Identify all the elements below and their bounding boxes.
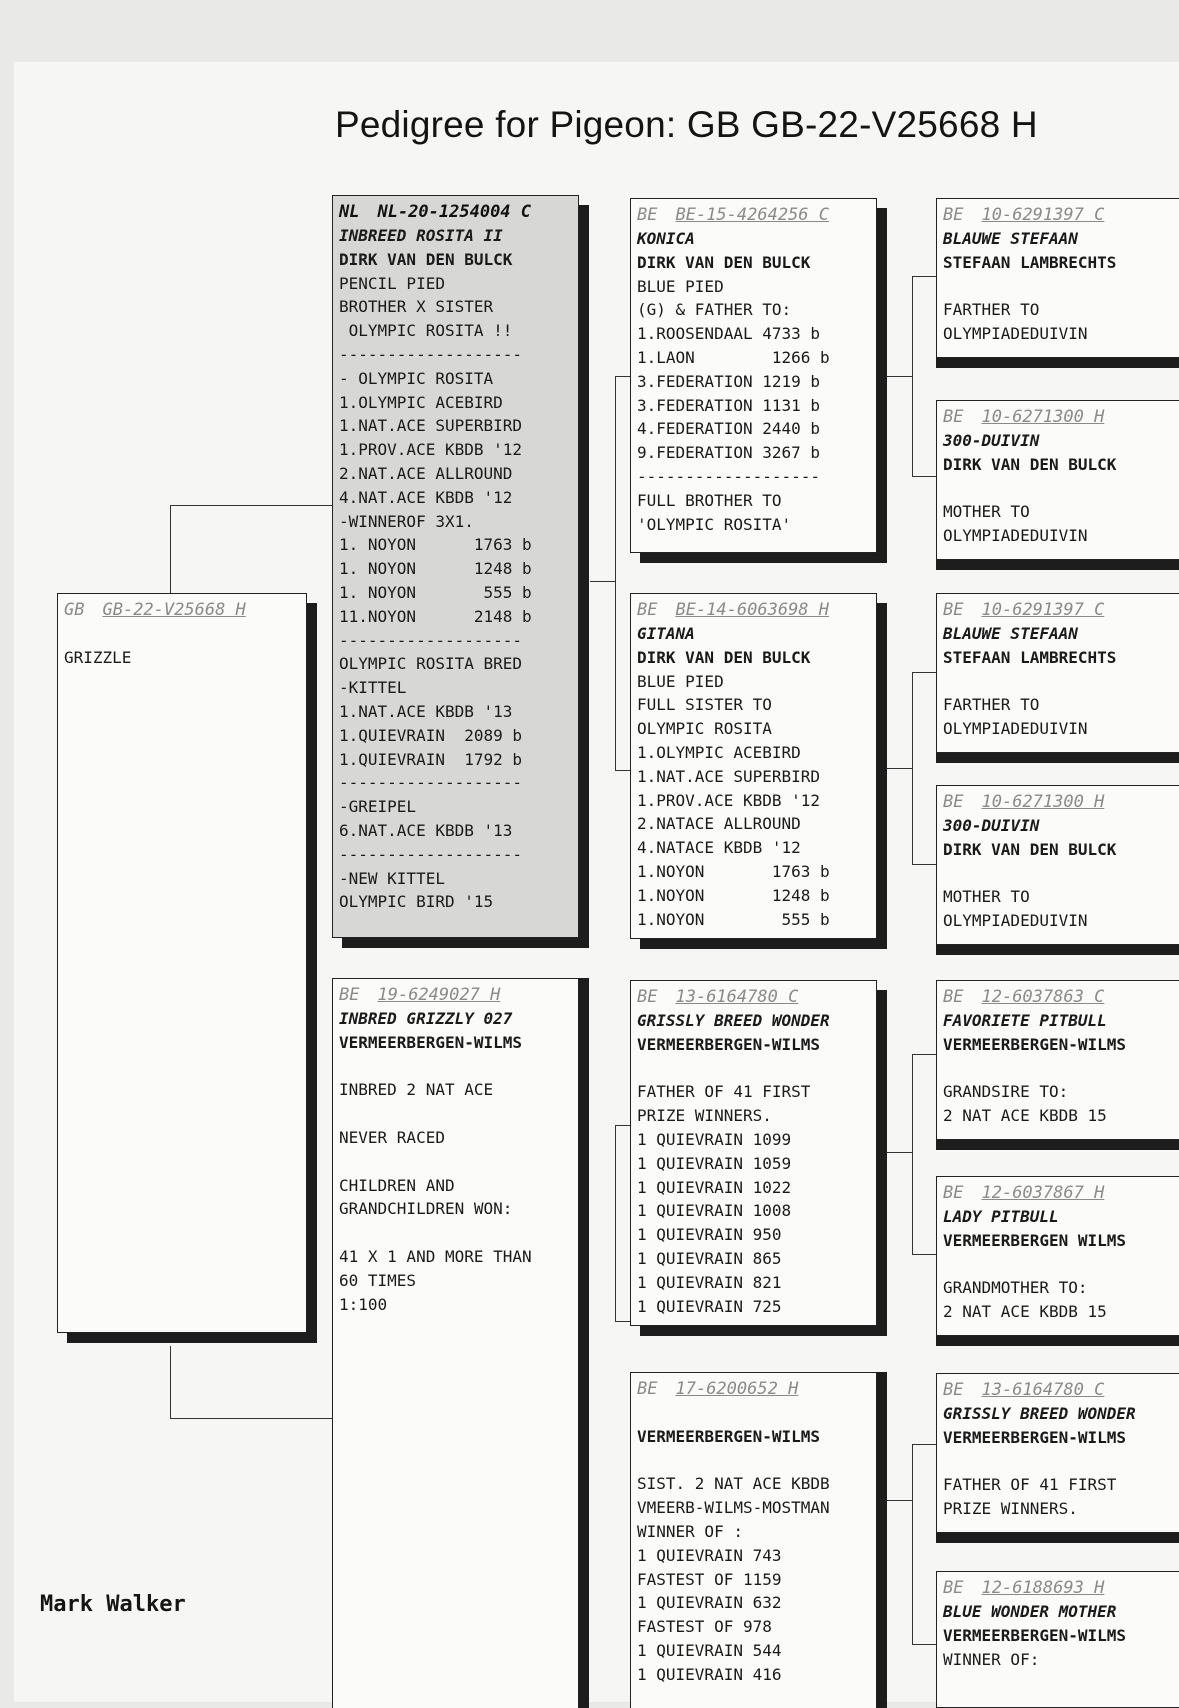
country-code: BE (943, 987, 964, 1007)
card-line: PRIZE WINNERS. (943, 1499, 1078, 1519)
ring-number: BE-14-6063698 H (675, 600, 830, 620)
card-line: 1.OLYMPIC ACEBIRD (637, 742, 801, 762)
card-line: 1 QUIEVRAIN 821 (637, 1272, 782, 1292)
ring-number: 10-6291397 C (981, 205, 1105, 225)
card-line: DIRK VAN DEN BULCK (637, 647, 811, 667)
country-code: NL (339, 202, 360, 222)
ring-header (943, 1181, 1173, 1205)
card-line: KONICA (637, 229, 695, 248)
card-line: VERMEERBERGEN-WILMS (637, 1034, 821, 1054)
card-line: GRISSLY BREED WONDER (943, 1404, 1136, 1423)
card-line: FARTHER TO (943, 695, 1040, 715)
card-line: DIRK VAN DEN BULCK (943, 839, 1117, 859)
card-line: BLAUWE STEFAAN (943, 229, 1078, 248)
card-line: DIRK VAN DEN BULCK (943, 454, 1117, 474)
card-line: 6.NAT.ACE KBDB '13 (339, 820, 513, 840)
card-line (943, 477, 1173, 501)
connector (912, 864, 936, 865)
card-line: INBREED ROSITA II (339, 226, 503, 245)
country-code: BE (637, 1379, 658, 1399)
card-line: OLYMPIC ROSITA (637, 719, 772, 739)
dam-sire-card[interactable] (630, 980, 877, 1326)
country-code: GB (64, 600, 85, 620)
ring-header (637, 203, 870, 227)
ring-number: BE-15-4264256 C (675, 205, 830, 225)
ring-header (943, 405, 1173, 429)
country-code: BE (943, 205, 964, 225)
card-line: SIST. 2 NAT ACE KBDB (637, 1474, 830, 1494)
connector (887, 1500, 912, 1501)
connector (615, 1125, 616, 1321)
ring-number: 10-6291397 C (981, 600, 1105, 620)
ring-number: 12-6037867 H (981, 1183, 1105, 1203)
connector (912, 276, 936, 277)
ring-header (943, 985, 1173, 1009)
ring-header (943, 1576, 1173, 1600)
card-line (637, 1449, 870, 1473)
connector (912, 672, 936, 673)
card-line: GRANDMOTHER TO: (943, 1278, 1088, 1298)
card-line: 1 QUIEVRAIN 865 (637, 1248, 782, 1268)
card-line: 1.NAT.ACE KBDB '13 (339, 701, 513, 721)
card-line (339, 1055, 572, 1079)
card-line (637, 1401, 870, 1425)
card-line: INBRED 2 NAT ACE (339, 1080, 494, 1100)
card-line: 2 NAT ACE KBDB 15 (943, 1106, 1107, 1126)
card-line: BLAUWE STEFAAN (943, 624, 1078, 643)
card-line: 2.NAT.ACE ALLROUND (339, 463, 513, 483)
connector (912, 276, 913, 476)
card-line: LADY PITBULL (943, 1207, 1059, 1226)
card-line: MOTHER TO (943, 887, 1030, 907)
card-line: VMEERB-WILMS-MOSTMAN (637, 1498, 830, 1518)
card-line: 41 X 1 AND MORE THAN (339, 1246, 532, 1266)
ring-header (64, 598, 300, 622)
card-line: -NEW KITTEL (339, 868, 445, 888)
card-line: CHILDREN AND (339, 1175, 455, 1195)
card-line: 300-DUIVIN (943, 431, 1040, 450)
card-line: 1 QUIEVRAIN 632 (637, 1593, 782, 1613)
card-line: (G) & FATHER TO: (637, 300, 792, 320)
card-line: PENCIL PIED (339, 273, 445, 293)
card-line: ------------------- (339, 773, 523, 793)
card-line: -KITTEL (339, 678, 407, 698)
card-line: 1 QUIEVRAIN 725 (637, 1296, 782, 1316)
card-line: GITANA (637, 624, 695, 643)
card-line: 4.NATACE KBDB '12 (637, 838, 801, 858)
dam-dam-card[interactable] (630, 1372, 877, 1708)
card-line: 1. NOYON 1248 b (339, 559, 532, 579)
sire-sire-card[interactable] (630, 198, 877, 553)
card-line: FARTHER TO (943, 300, 1040, 320)
card-line (943, 275, 1173, 299)
card-line: 1.QUIEVRAIN 2089 b (339, 725, 523, 745)
card-line: 1.NAT.ACE SUPERBIRD (339, 416, 523, 436)
connector (912, 1644, 936, 1645)
connector (912, 1054, 936, 1055)
card-line: 2 NAT ACE KBDB 15 (943, 1302, 1107, 1322)
owner-name: Mark Walker (40, 1592, 186, 1617)
card-line (943, 1253, 1173, 1277)
card-line: WINNER OF : (637, 1521, 743, 1541)
ring-header (339, 983, 572, 1007)
card-line: FATHER OF 41 FIRST (637, 1082, 811, 1102)
card-line: 1.PROV.ACE KBDB '12 (339, 440, 523, 460)
card-line: OLYMPIADEDUIVIN (943, 719, 1088, 739)
card-line: 1 QUIEVRAIN 1008 (637, 1201, 792, 1221)
card-line: 1.NOYON 1763 b (637, 861, 830, 881)
connector (912, 672, 913, 864)
ssd-card[interactable] (936, 400, 1179, 560)
card-line: OLYMPIADEDUIVIN (943, 911, 1088, 931)
card-line: 1.NAT.ACE SUPERBIRD (637, 766, 821, 786)
card-line: PRIZE WINNERS. (637, 1106, 772, 1126)
card-line: STEFAAN LAMBRECHTS (943, 252, 1117, 272)
card-line: OLYMPIADEDUIVIN (943, 324, 1088, 344)
ring-header (943, 598, 1173, 622)
ring-number: 10-6271300 H (981, 792, 1105, 812)
country-code: BE (339, 985, 360, 1005)
card-line: OLYMPIC ROSITA !! (339, 321, 513, 341)
country-code: BE (637, 987, 658, 1007)
card-line: 1 QUIEVRAIN 1022 (637, 1177, 792, 1197)
card-line: ------------------- (637, 466, 821, 486)
card-line: VERMEERBERGEN-WILMS (339, 1032, 523, 1052)
card-line: DIRK VAN DEN BULCK (637, 252, 811, 272)
card-line: 1.LAON 1266 b (637, 347, 830, 367)
card-line: 1.NOYON 1248 b (637, 885, 830, 905)
card-line: 9.FEDERATION 3267 b (637, 443, 821, 463)
connector (170, 1346, 171, 1418)
card-line: 1 QUIEVRAIN 544 (637, 1640, 782, 1660)
ring-header (339, 200, 572, 224)
card-line: 'OLYMPIC ROSITA' (637, 514, 792, 534)
card-line: 2.NATACE ALLROUND (637, 814, 801, 834)
dsd-card[interactable] (936, 1176, 1179, 1336)
card-line: -WINNEROF 3X1. (339, 511, 474, 531)
connector (887, 1152, 912, 1153)
dss-card[interactable] (936, 980, 1179, 1140)
card-line (943, 862, 1173, 886)
country-code: BE (637, 205, 658, 225)
subject-card[interactable] (57, 593, 307, 1333)
connector (170, 505, 171, 593)
card-line: 1 QUIEVRAIN 1059 (637, 1153, 792, 1173)
dds-card[interactable] (936, 1373, 1179, 1533)
connector (912, 1444, 913, 1644)
card-line: 3.FEDERATION 1219 b (637, 371, 821, 391)
spacer (64, 622, 300, 646)
card-line (943, 1450, 1173, 1474)
card-line: GRANDCHILDREN WON: (339, 1199, 513, 1219)
card-line: FULL SISTER TO (637, 695, 772, 715)
ddd-card[interactable] (936, 1571, 1179, 1708)
ring-number: 12-6037863 C (981, 987, 1105, 1007)
card-line: FASTEST OF 1159 (637, 1569, 782, 1589)
card-line: 1.QUIEVRAIN 1792 b (339, 749, 523, 769)
country-code: BE (943, 600, 964, 620)
country-code: BE (943, 407, 964, 427)
card-line: VERMEERBERGEN-WILMS (637, 1426, 821, 1446)
card-line: FATHER OF 41 FIRST (943, 1475, 1117, 1495)
card-line: 1:100 (339, 1294, 388, 1314)
card-line: INBRED GRIZZLY 027 (339, 1009, 513, 1028)
card-line: BLUE PIED (637, 671, 724, 691)
ring-number: 13-6164780 C (981, 1380, 1105, 1400)
card-line: FASTEST OF 978 (637, 1617, 772, 1637)
card-line: 3.FEDERATION 1131 b (637, 395, 821, 415)
ring-number: 12-6188693 H (981, 1578, 1105, 1598)
card-line: MOTHER TO (943, 502, 1030, 522)
card-line (943, 670, 1173, 694)
card-line (339, 1221, 572, 1245)
dam-card[interactable] (332, 978, 579, 1708)
card-line: OLYMPIC BIRD '15 (339, 892, 494, 912)
connector (615, 1125, 630, 1126)
card-line: ------------------- (339, 630, 523, 650)
card-line: VERMEERBERGEN-WILMS (943, 1427, 1127, 1447)
ring-header (637, 1377, 870, 1401)
card-line: 1.ROOSENDAAL 4733 b (637, 324, 821, 344)
ring-number: NL-20-1254004 C (377, 202, 532, 222)
country-code: BE (943, 792, 964, 812)
connector (615, 1321, 630, 1322)
sire-card[interactable] (332, 195, 579, 938)
sss-card[interactable] (936, 198, 1179, 358)
ring-header (943, 790, 1173, 814)
ring-number: 19-6249027 H (377, 985, 501, 1005)
card-line: 1 QUIEVRAIN 416 (637, 1664, 782, 1684)
card-line: 1.NOYON 555 b (637, 909, 830, 929)
ring-number: 17-6200652 H (675, 1379, 799, 1399)
connector (912, 1054, 913, 1254)
card-line: 1.PROV.ACE KBDB '12 (637, 790, 821, 810)
card-line: 4.NAT.ACE KBDB '12 (339, 487, 513, 507)
ring-number: 13-6164780 C (675, 987, 799, 1007)
country-code: BE (943, 1380, 964, 1400)
card-line: BLUE WONDER MOTHER (943, 1602, 1117, 1621)
card-line: 1.OLYMPIC ACEBIRD (339, 392, 503, 412)
card-line: VERMEERBERGEN-WILMS (943, 1034, 1127, 1054)
card-line: 1 QUIEVRAIN 743 (637, 1545, 782, 1565)
ring-number: GB-22-V25668 H (102, 600, 246, 620)
card-line: BROTHER X SISTER (339, 297, 494, 317)
card-line (339, 1102, 572, 1126)
ring-header (943, 1378, 1173, 1402)
connector (887, 376, 912, 377)
connector (912, 476, 936, 477)
card-line: NEVER RACED (339, 1127, 445, 1147)
connector (170, 505, 332, 506)
card-line: 1. NOYON 1763 b (339, 535, 532, 555)
connector (912, 1254, 936, 1255)
card-line (637, 1057, 870, 1081)
country-code: BE (943, 1578, 964, 1598)
card-line: - OLYMPIC ROSITA (339, 368, 494, 388)
connector (615, 376, 630, 377)
card-line: STEFAAN LAMBRECHTS (943, 647, 1117, 667)
card-line: ------------------- (339, 344, 523, 364)
ring-header (943, 203, 1173, 227)
card-line (943, 1057, 1173, 1081)
country-code: BE (637, 600, 658, 620)
sds-card[interactable] (936, 593, 1179, 753)
card-line: VERMEERBERGEN WILMS (943, 1230, 1127, 1250)
connector (615, 376, 616, 770)
card-line (339, 1150, 572, 1174)
card-line: WINNER OF: (943, 1649, 1040, 1669)
connector (615, 770, 630, 771)
connector (912, 1444, 936, 1445)
card-line: GRIZZLE (64, 647, 132, 667)
card-line: 1 QUIEVRAIN 1099 (637, 1129, 792, 1149)
card-line: 11.NOYON 2148 b (339, 606, 532, 626)
sire-dam-card[interactable] (630, 593, 877, 939)
card-line: -GREIPEL (339, 797, 417, 817)
ring-header (637, 985, 870, 1009)
card-line: GRANDSIRE TO: (943, 1082, 1069, 1102)
card-line: GRISSLY BREED WONDER (637, 1011, 830, 1030)
page-title: Pedigree for Pigeon: GB GB-22-V25668 H (335, 104, 1038, 145)
card-line: 60 TIMES (339, 1270, 417, 1290)
card-line: FULL BROTHER TO (637, 490, 782, 510)
card-line: 1. NOYON 555 b (339, 582, 532, 602)
ring-number: 10-6271300 H (981, 407, 1105, 427)
country-code: BE (943, 1183, 964, 1203)
connector (887, 768, 912, 769)
card-line: OLYMPIADEDUIVIN (943, 526, 1088, 546)
card-line: 4.FEDERATION 2440 b (637, 419, 821, 439)
connector (170, 1418, 332, 1419)
card-line: OLYMPIC ROSITA BRED (339, 654, 523, 674)
card-line: ------------------- (339, 844, 523, 864)
card-line: BLUE PIED (637, 276, 724, 296)
card-line: DIRK VAN DEN BULCK (339, 249, 513, 269)
card-line: VERMEERBERGEN-WILMS (943, 1625, 1127, 1645)
ring-header (637, 598, 870, 622)
sdd-card[interactable] (936, 785, 1179, 945)
card-line: 1 QUIEVRAIN 950 (637, 1225, 782, 1245)
card-line: FAVORIETE PITBULL (943, 1011, 1107, 1030)
card-line: 300-DUIVIN (943, 816, 1040, 835)
connector (590, 581, 615, 582)
